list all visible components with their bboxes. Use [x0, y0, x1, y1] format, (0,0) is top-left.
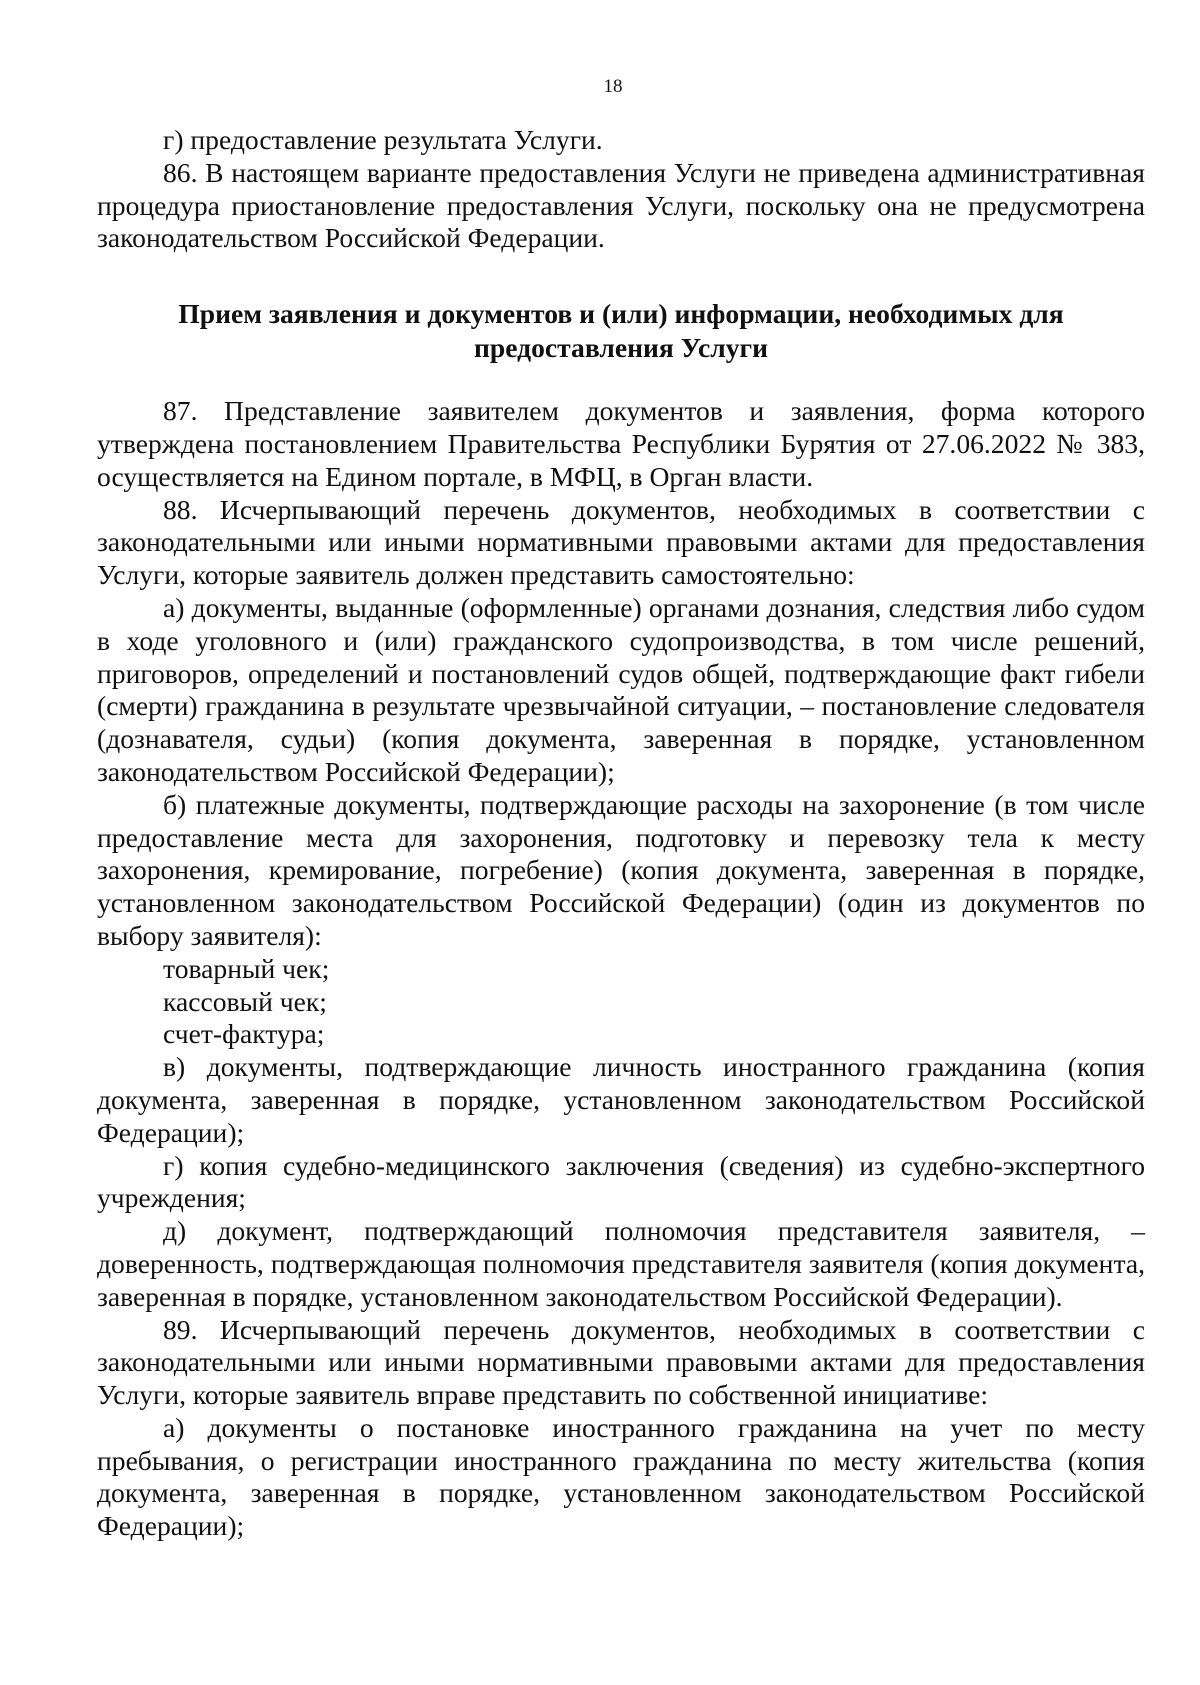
paragraph-89: 89. Исчерпывающий перечень документов, необходимых в соответствии с законодательными или иными нормативными правовыми актами для предоставления Услуги, которые заявитель вправе представить по собственной инициативе: — [97, 1313, 1145, 1411]
paragraph-88-a: а) документы, выданные (оформленные) органами дознания, следствия либо судом в ходе уголовного и (или) гражданского судопроизводства, в том числе решений, приговоров, определений и постановлений судов общей, подтверждающие факт гибели (смерти) гражданина в результате чрезвычайной ситуации, – постановление следователя (дознавателя, судьи) (копия документа, заверенная в порядке, установленном законодательством Российской Федерации); — [97, 591, 1145, 787]
paragraph-87: 87. Представление заявителем документов и заявления, форма которого утверждена постановлением Правительства Республики Бурятия от 27.06.2022 № 383, осуществляется на Едином портале, в МФЦ, в Орган власти. — [97, 395, 1145, 492]
list-entry-sales-receipt: товарный чек; — [163, 952, 330, 984]
paragraph-86: 86. В настоящем варианте предоставления Услуги не приведена административная процедура приостановление предоставления Услуги, поскольку она не предусмотрена законодательством Российской Федерации. — [97, 156, 1145, 254]
page-number: 18 — [603, 76, 623, 97]
paragraph-88: 88. Исчерпывающий перечень документов, необходимых в соответствии с законодательными или иными нормативными правовыми актами для предоставления Услуги, которые заявитель должен представить самостоятельно: — [97, 493, 1145, 591]
section-heading: Прием заявления и документов и (или) информации, необходимых для предоставления Услуги — [178, 298, 1064, 364]
document-body — [97, 124, 1145, 1543]
paragraph-88-v: в) документы, подтверждающие личность иностранного гражданина (копия документа, заверенная в порядке, установленном законодательством Российской Федерации); — [97, 1051, 1145, 1148]
paragraph-88-g: г) копия судебно-медицинского заключения (сведения) из судебно-экспертного учреждения; — [97, 1149, 1145, 1214]
paragraph-88-b: б) платежные документы, подтверждающие расходы на захоронение (в том числе предоставление места для захоронения, подготовку и перевозку тела к месту захоронения, кремирование, погребение) (копия документа, заверенная в порядке, установленном законодательством Российской Федерации) (один из документов по выбору заявителя): — [97, 788, 1145, 951]
paragraph-89-a: а) документы о постановке иностранного гражданина на учет по месту пребывания, о регистрации иностранного гражданина по месту жительства (копия документа, заверенная в порядке, установленном законодательством Российской Федерации); — [97, 1411, 1145, 1542]
paragraph-88-d: д) документ, подтверждающий полномочия представителя заявителя, – доверенность, подтверждающая полномочия представителя заявителя (копия документа, заверенная в порядке, установленном законодательством Российской Федерации). — [97, 1215, 1145, 1312]
paragraph-result-delivery: г) предоставление результата Услуги. — [163, 124, 603, 155]
list-entry-invoice: счет-фактура; — [163, 1018, 325, 1050]
list-entry-cash-receipt: кассовый чек; — [163, 985, 327, 1017]
